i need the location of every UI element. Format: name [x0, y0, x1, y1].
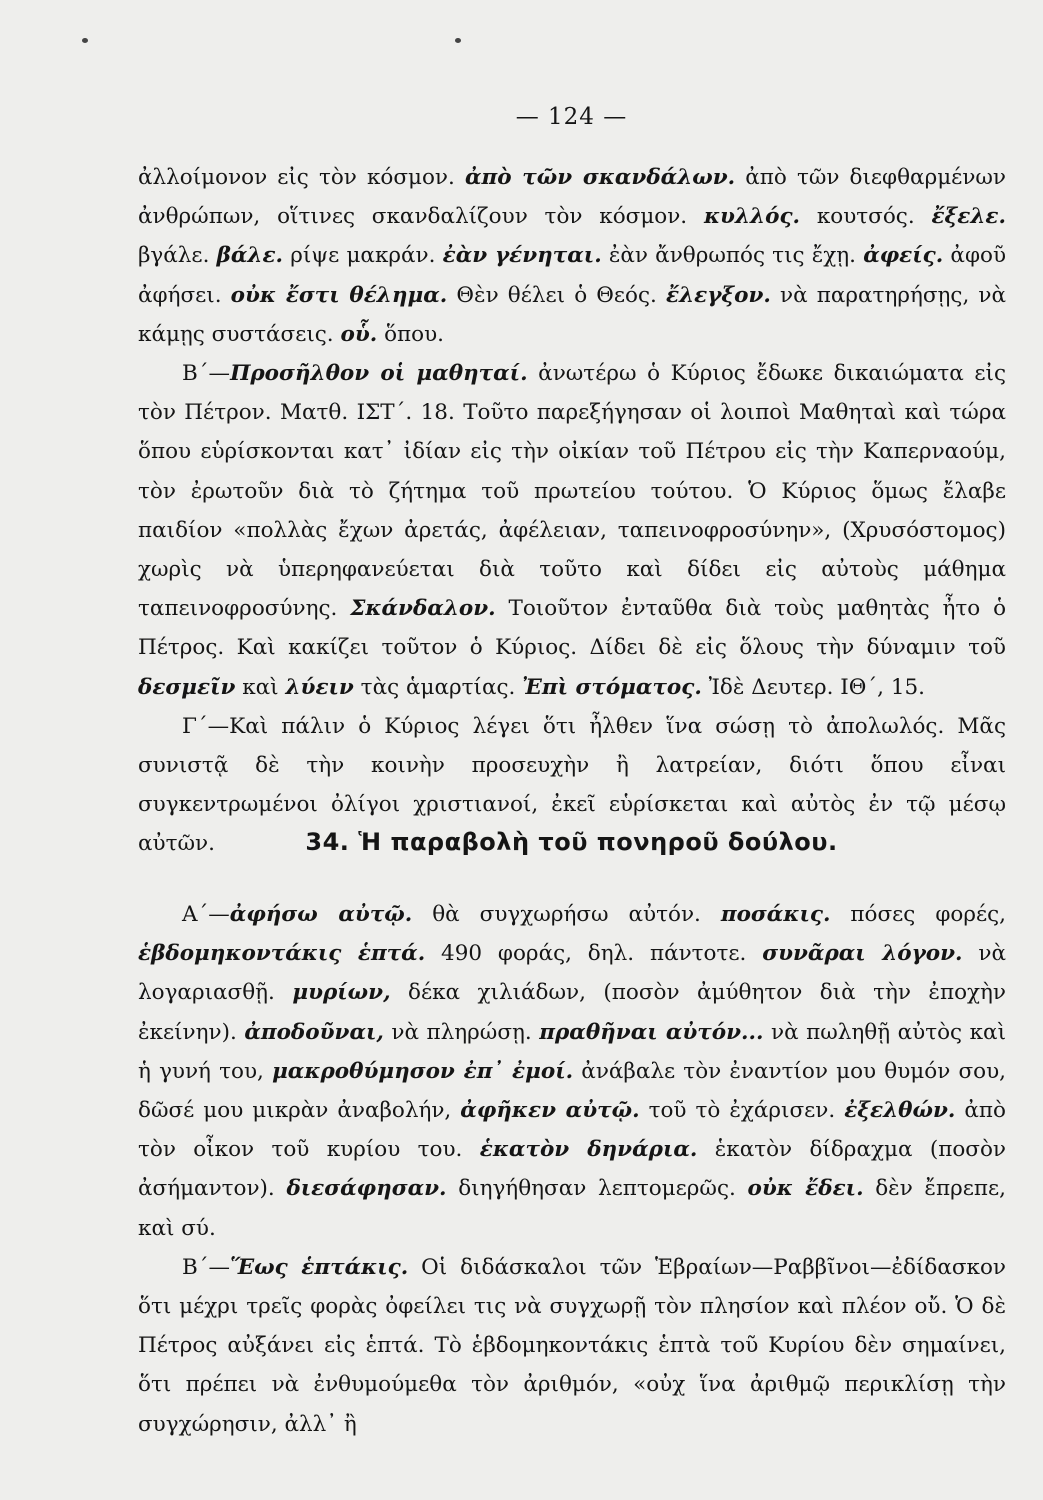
lemma-term: Ἕως ἑπτάκις. [230, 1254, 409, 1280]
lemma-term: ἀποδοῦναι, [244, 1019, 384, 1045]
text-run: διηγήθησαν λεπτομερῶς. [446, 1176, 748, 1202]
text-run: νὰ λογαριασθῇ. [138, 941, 1006, 1006]
text-run: Α΄— [182, 902, 230, 927]
lemma-term: συνᾶραι λόγον. [762, 941, 963, 967]
paragraph [138, 158, 1006, 354]
text-run: ἀπὸ τῶν διεφθαρμένων ἀνθρώπων, οἵτινες σκανδαλίζουν τὸν κόσμον. [138, 165, 1006, 230]
text-run: ἀπὸ τὸν οἶκον τοῦ κυρίου του. [138, 1098, 1006, 1163]
text-run: νὰ παρατηρήσῃς, νὰ κάμῃς συστάσεις. [138, 282, 1006, 347]
paragraph [138, 895, 1006, 1248]
text-run: κουτσός. [800, 204, 932, 230]
lemma-term: μακροθύμησον ἐπ᾽ ἐμοί. [272, 1058, 574, 1084]
lemma-term: ἐὰν γένηται. [442, 243, 602, 269]
lemma-term: κυλλός. [703, 204, 801, 230]
section-heading: 34. Ἡ παραβολὴ τοῦ πονηροῦ δούλου. [305, 828, 838, 856]
text-run: βγάλε. [138, 243, 217, 269]
ink-speck [455, 38, 461, 43]
text-run: ἀλλοίμονον εἰς τὸν κόσμον. [138, 165, 465, 190]
lemma-term: Ἐπὶ στόματος. [522, 674, 702, 700]
lemma-term: ἑκατὸν δηνάρια. [479, 1137, 698, 1163]
text-run: 490 φοράς, δηλ. πάντοτε. [425, 941, 763, 967]
text-run: Β΄— [182, 1254, 231, 1280]
text-run: ἀνάβαλε τὸν ἐναντίον μου θυμόν σου, δῶσέ μου μικρὰν ἀναβολήν, [138, 1058, 1006, 1124]
lemma-term: Σκάνδαλον. [350, 596, 496, 622]
paragraph [138, 1248, 1006, 1444]
text-run: ρίψε μακράν. [283, 243, 443, 269]
text-run: Ἰδὲ Δευτερ. ΙΘ΄, 15. [701, 674, 926, 700]
text-run: ὅπου. [377, 321, 444, 347]
lemma-term: πραθῆναι αὐτόν... [539, 1019, 764, 1045]
lemma-term: οὐκ ἔστι θέλημα. [230, 282, 448, 308]
lemma-term: διεσάφησαν. [286, 1176, 447, 1202]
text-run: ἐὰν ἄνθρωπός τις ἔχῃ. [601, 243, 864, 269]
text-run: θὰ συγχωρήσω αὐτόν. [412, 902, 721, 927]
lemma-term: ἀφῆκεν αὐτῷ. [460, 1098, 640, 1124]
lemma-term: δεσμεῖν [138, 674, 236, 700]
lemma-term: μυρίων, [292, 980, 391, 1006]
text-run: Οἱ διδάσκαλοι τῶν Ἑβραίων—Ραββῖνοι—ἐδίδασκον ὅτι μέχρι τρεῖς φορὰς ὀφείλει τις νὰ συγχωρῇ τὸν πλησίον καὶ πλέον οὔ. Ὁ δὲ Πέτρος αὐξάνει εἰς ἑπτά. Τὸ ἑβδομηκοντάκις ἑπτὰ τοῦ Κυρίου δὲν σημαίνει, ὅτι πρέπει νὰ ἐνθυμούμεθα τὸν ἀριθμόν, «οὐχ ἵνα ἀριθμῷ περικλίσῃ τὴν συγχώρησιν, ἀλλ᾽ ἢ [138, 1254, 1006, 1437]
lemma-term: Προσῆλθον οἱ μαθηταί. [230, 361, 528, 387]
text-run: Θὲν θέλει ὁ Θεός. [447, 282, 666, 308]
lemma-term: ποσάκις. [720, 902, 831, 927]
ink-speck [82, 38, 88, 43]
lemma-term: οὐκ ἔδει. [747, 1176, 864, 1202]
text-block-top [138, 158, 1006, 864]
text-run: Γ΄—Καὶ πάλιν ὁ Κύριος λέγει ὅτι ἦλθεν ἵνα σώσῃ τὸ ἀπολωλός. Μᾶς συνιστᾷ δὲ τὴν κοινὴν προσευχὴν ἢ λατρείαν, διότι ὅπου εἶναι συγκεντρωμένοι ὀλίγοι χριστιανοί, ἐκεῖ εὑρίσκεται καὶ αὐτὸς ἐν τῷ μέσῳ αὐτῶν. [138, 713, 1006, 857]
lemma-term: ἀφείς. [863, 243, 944, 269]
lemma-term: βάλε. [216, 243, 284, 269]
lemma-term: οὗ. [340, 321, 378, 347]
text-run: τοῦ τὸ ἐχάρισεν. [639, 1098, 845, 1124]
text-run: ἀφοῦ ἀφήσει. [138, 243, 1007, 308]
lemma-term: ἔξελε. [931, 204, 1006, 230]
text-run: πόσες φορές, [830, 902, 1006, 927]
lemma-term: ἀπὸ τῶν σκανδάλων. [464, 165, 736, 190]
text-run: δὲν ἔπρεπε, καὶ σύ. [138, 1176, 1006, 1241]
text-run: καὶ [235, 674, 286, 700]
lemma-term: ἀφήσω αὐτῷ. [229, 902, 413, 927]
text-run: νὰ πωληθῇ αὐτὸς καὶ ἡ γυνή του, [138, 1019, 1007, 1084]
text-run: Β΄— [182, 361, 231, 387]
text-run: ἀνωτέρω ὁ Κύριος ἔδωκε δικαιώματα εἰς τὸν Πέτρον. Ματθ. ΙΣΤ΄. 18. Τοῦτο παρεξήγησαν οἱ λοιποὶ Μαθηταὶ καὶ τώρα ὅπου εὑρίσκονται κατ᾽ ἰδίαν εἰς τὴν οἰκίαν τοῦ Πέτρου εἰς τὴν Καπερναούμ, τὸν ἐρωτοῦν διὰ τὸ ζήτημα τοῦ πρωτείου τούτου. Ὁ Κύριος ὅμως ἔλαβε παιδίον «πολλὰς ἔχων ἀρετάς, ἀφέλειαν, ταπεινοφροσύνην», (Χρυσόστομος) χωρὶς νὰ ὑπερηφανεύεται διὰ τοῦτο καὶ δίδει εἰς αὐτοὺς μάθημα ταπεινοφροσύνης. [138, 361, 1007, 622]
text-run: τὰς ἁμαρτίας. [353, 674, 523, 700]
lemma-term: ἑβδομηκοντάκις ἑπτά. [138, 941, 426, 967]
page-number: — 124 — [515, 104, 628, 130]
lemma-term: ἔλεγξον. [666, 282, 771, 308]
text-run: δέκα χιλιάδων, (ποσὸν ἀμύθητον διὰ τὴν ἐποχὴν ἐκείνην). [138, 980, 1006, 1045]
lemma-term: λύειν [285, 674, 354, 700]
text-run: Τοιοῦτον ἐνταῦθα διὰ τοὺς μαθητὰς ἦτο ὁ Πέτρος. Καὶ κακίζει τοῦτον ὁ Κύριος. Δίδει δὲ εἰς ὅλους τὴν δύναμιν τοῦ [138, 596, 1007, 661]
paragraph [138, 354, 1006, 707]
text-run: νὰ πληρώσῃ. [383, 1019, 540, 1045]
lemma-term: ἐξελθών. [844, 1098, 956, 1124]
text-block-bottom [138, 895, 1006, 1444]
text-run: ἑκατὸν δίδραχμα (ποσὸν ἀσήμαντον). [138, 1137, 1006, 1202]
